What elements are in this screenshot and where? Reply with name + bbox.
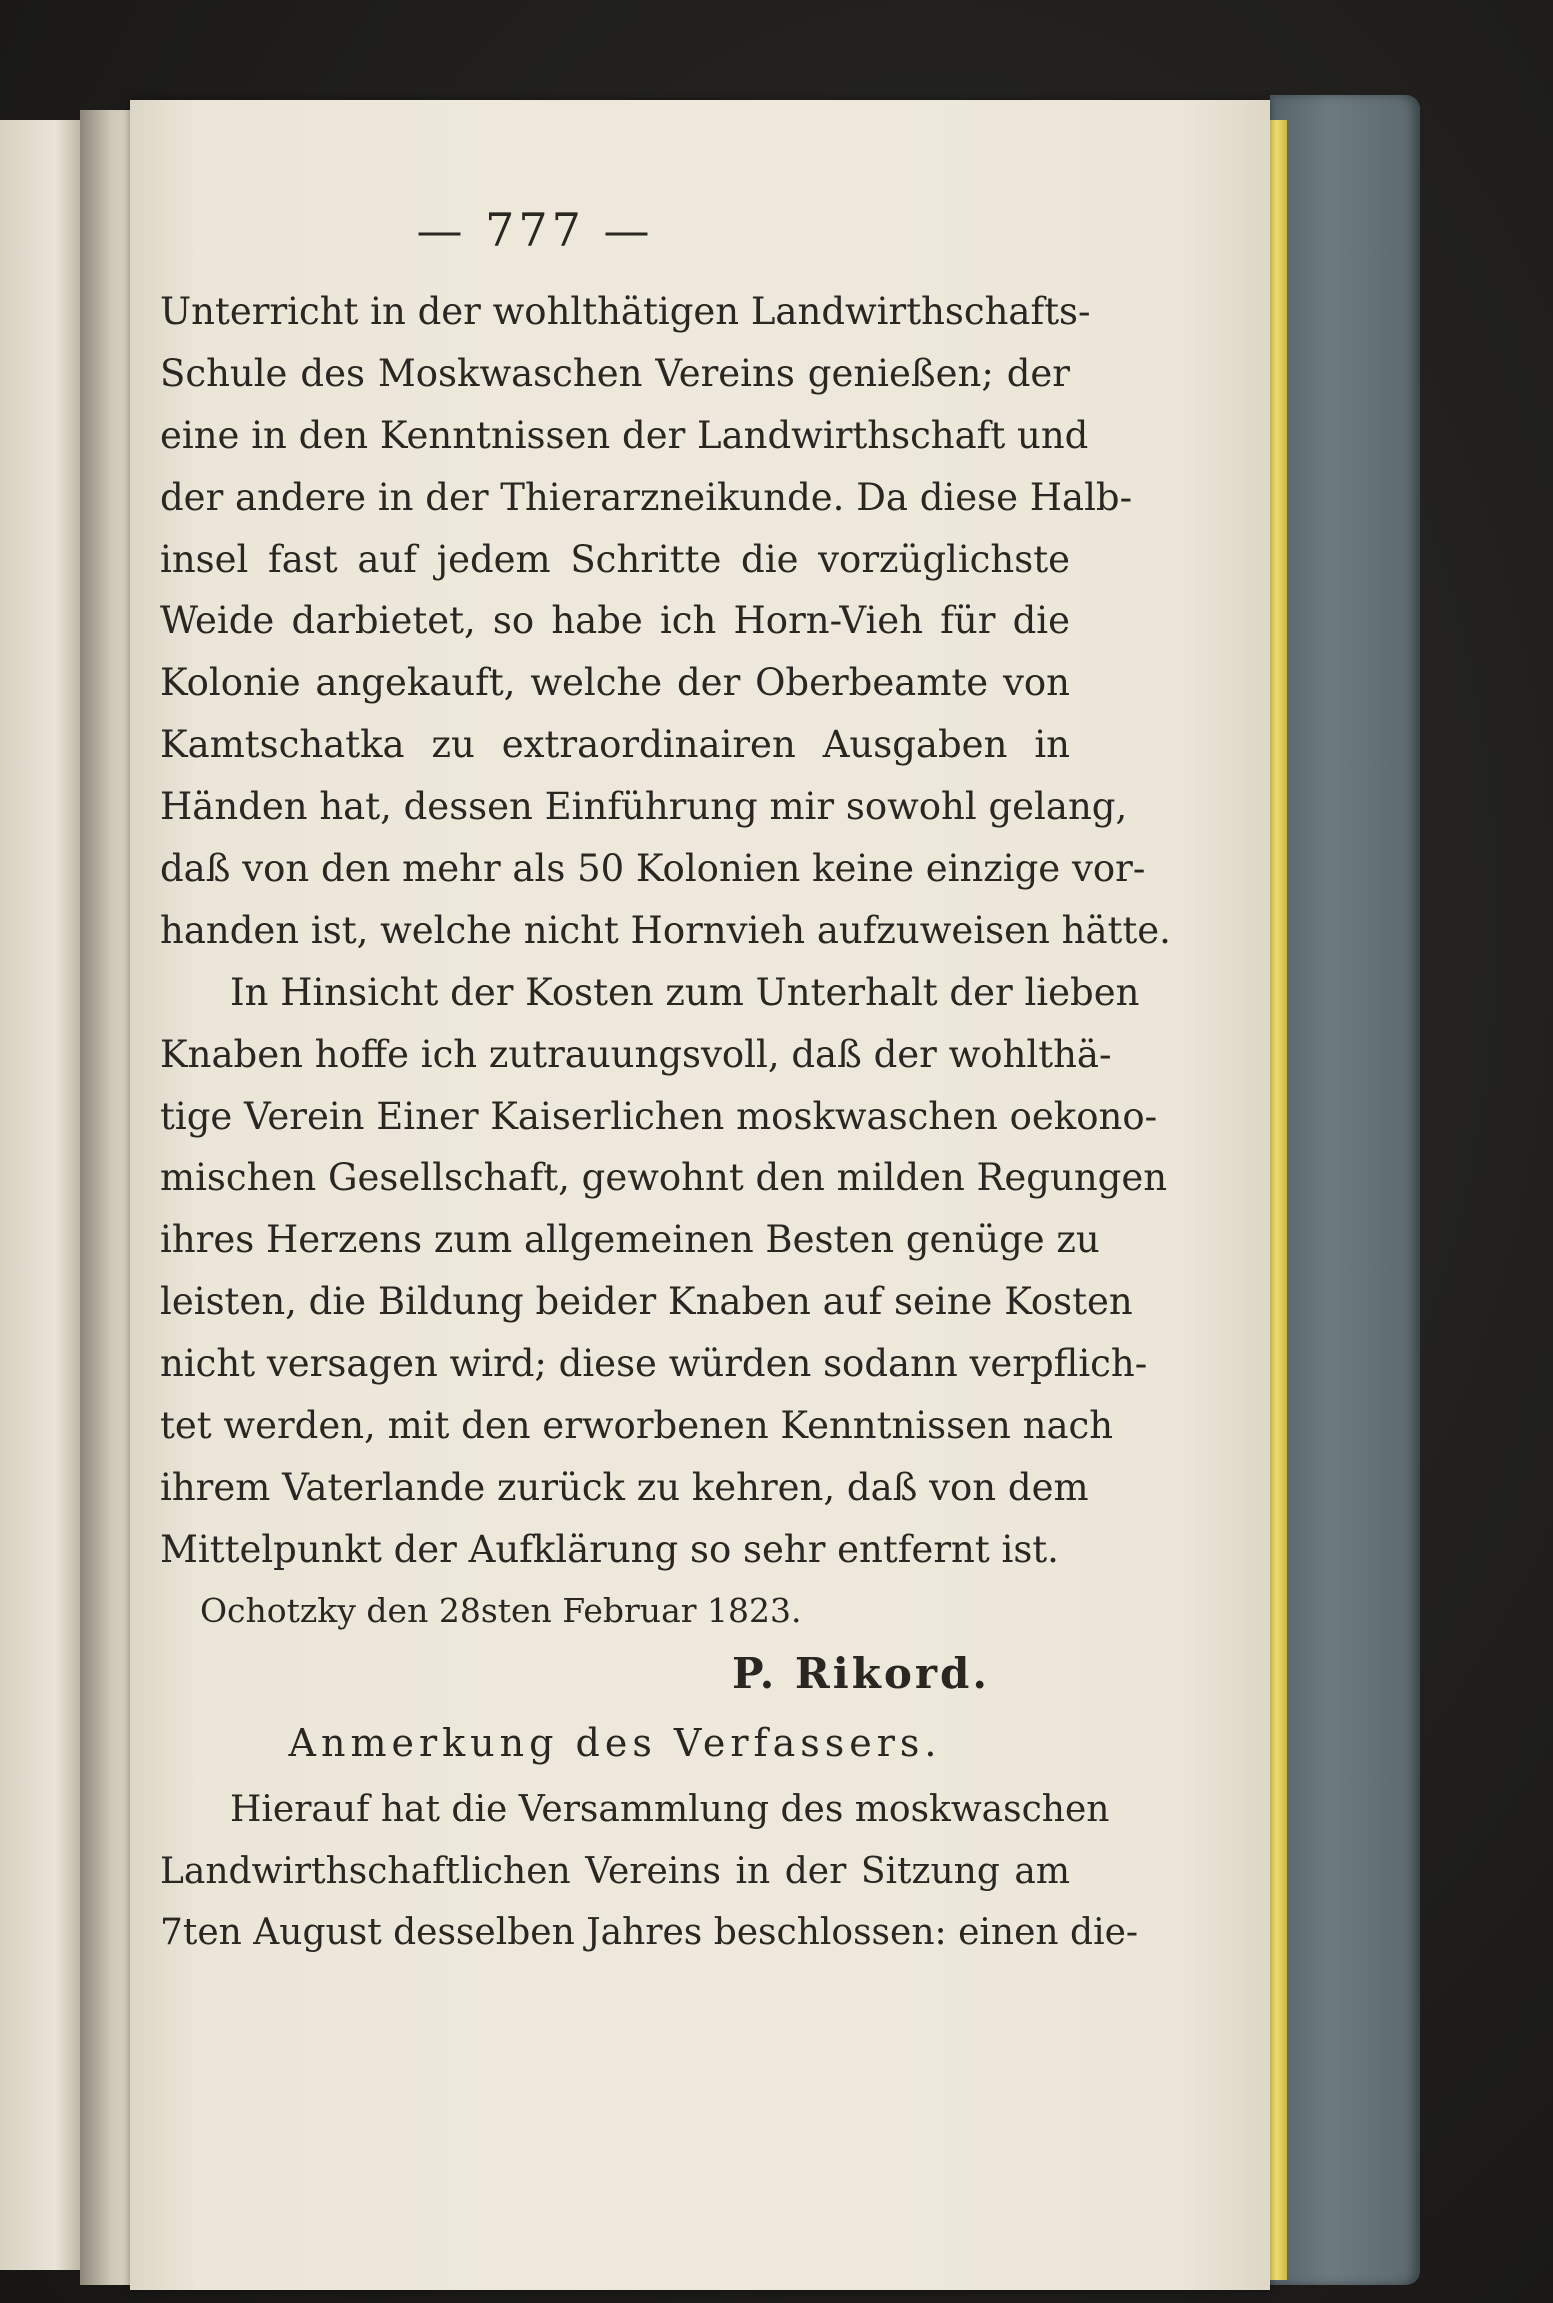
- text-line: der andere in der Thierarzneikunde. Da diese Halb-: [160, 475, 1133, 519]
- page-number: — 777 —: [416, 203, 654, 257]
- book-cover-edge: [1270, 95, 1420, 2285]
- text-line: Unterricht in der wohlthätigen Landwirthschafts-: [160, 290, 1091, 333]
- text-line: Mittelpunkt der Aufklärung so sehr entfernt ist.: [160, 1527, 1059, 1571]
- dateline: Ochotzky den 28sten Februar 1823.: [200, 1590, 802, 1630]
- left-page-edge: [0, 120, 82, 2270]
- page-text: [160, 195, 1171, 1964]
- text-line: daß von den mehr als 50 Kolonien keine einzige vor-: [160, 847, 1146, 891]
- text-line: Hierauf hat die Versammlung des moskwaschen: [230, 1788, 1110, 1830]
- text-line: tet werden, mit den erworbenen Kenntnissen nach: [160, 1404, 1114, 1448]
- text-line: ihres Herzens zum allgemeinen Besten genüge zu: [160, 1218, 1100, 1262]
- body-paragraph: [160, 962, 1168, 1581]
- body-paragraph: [160, 1779, 1139, 1965]
- text-line: Kamtschatka zu extraordinairen Ausgaben in: [160, 723, 1070, 767]
- text-line: Kolonie angekauft, welche der Oberbeamte von: [160, 661, 1070, 705]
- text-line: In Hinsicht der Kosten zum Unterhalt der lieben: [230, 970, 1140, 1014]
- text-line: leisten, die Bildung beider Knaben auf seine Kosten: [160, 1280, 1133, 1324]
- section-heading: Anmerkung des Verfassers.: [288, 1720, 942, 1765]
- text-line: 7ten August desselben Jahres beschlossen: einen die-: [160, 1912, 1139, 1954]
- text-line: insel fast auf jedem Schritte die vorzüglichste: [160, 537, 1070, 581]
- text-line: handen ist, welche nicht Hornvieh aufzuweisen hätte.: [160, 908, 1171, 952]
- text-line: Weide darbietet, so habe ich Horn-Vieh für die: [160, 599, 1070, 643]
- text-line: Händen hat, dessen Einführung mir sowohl gelang,: [160, 785, 1128, 829]
- text-line: Knaben hoffe ich zutrauungsvoll, daß der wohlthä-: [160, 1032, 1112, 1076]
- text-line: tige Verein Einer Kaiserlichen moskwaschen oekono-: [160, 1094, 1158, 1138]
- text-line: ihrem Vaterlande zurück zu kehren, daß von dem: [160, 1465, 1089, 1509]
- text-line: Schule des Moskwaschen Vereins genießen; der: [160, 351, 1070, 395]
- body-paragraph: [160, 281, 1171, 962]
- text-line: nicht versagen wird; diese würden sodann verpflich-: [160, 1342, 1148, 1386]
- signature: P. Rikord.: [732, 1648, 990, 1698]
- text-line: eine in den Kenntnissen der Landwirthschaft und: [160, 413, 1089, 457]
- text-line: mischen Gesellschaft, gewohnt den milden Regungen: [160, 1156, 1168, 1200]
- text-line: Landwirthschaftlichen Vereins in der Sitzung am: [160, 1850, 1070, 1892]
